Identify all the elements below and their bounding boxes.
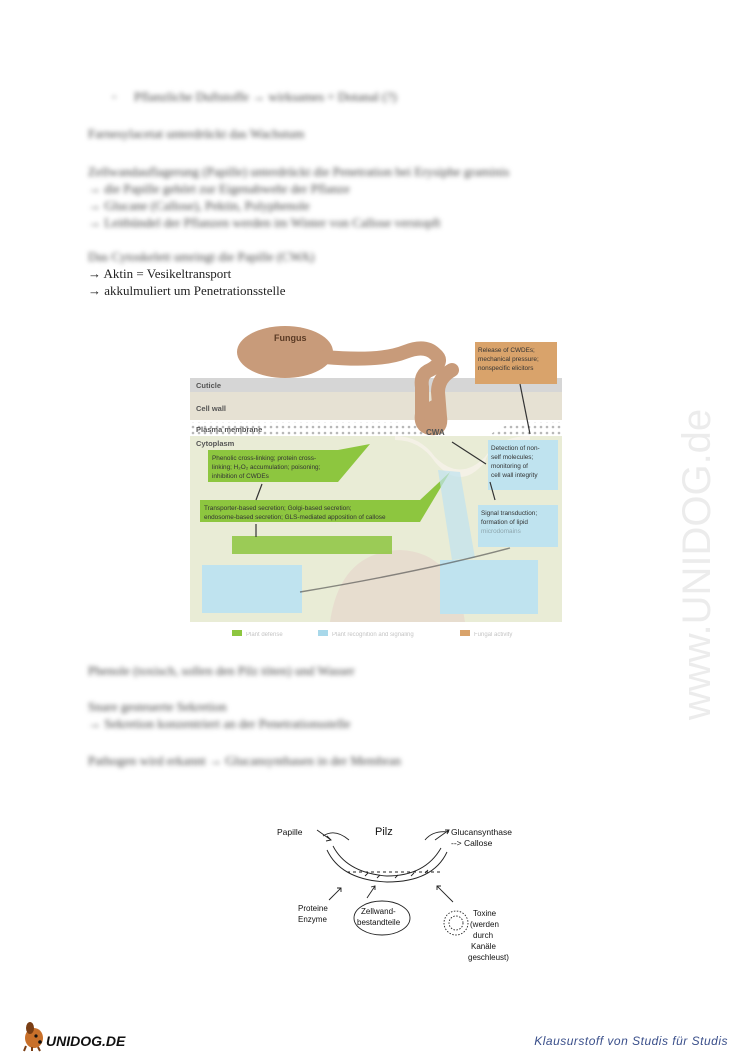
logo-text: UNIDOG.DE xyxy=(46,1033,126,1049)
toxine-line-3: durch xyxy=(473,931,494,940)
phenolic-line-2: linking; H₂O₂ accumulation; poisoning; xyxy=(212,464,321,471)
dog-icon xyxy=(24,1022,43,1051)
zellwand-label-1: Zellwand- xyxy=(361,907,396,916)
legend-plant-defense: Plant defense xyxy=(246,632,283,638)
toxine-line-5: geschleust) xyxy=(468,953,509,962)
legend-recognition: Plant recognition and signaling xyxy=(332,632,414,638)
papille-label: Papille xyxy=(277,827,303,837)
text-line-8: → Aktin = Vesikeltransport xyxy=(88,266,232,281)
cell-wall-apposition-figure xyxy=(190,322,562,644)
phenolic-line-1: Phenolic cross-linking; protein cross- xyxy=(212,455,317,462)
text-line-4: → die Papille gehört zur Eigenabwehr der Pflanze xyxy=(88,181,350,196)
watermark xyxy=(660,280,740,730)
text-line-12: → Sekretion konzentriert an der Penetrationsstelle xyxy=(88,716,351,731)
transporter-line-1: Transporter-based secretion; Golgi-based secretion; xyxy=(204,505,352,512)
cell-wall-layer xyxy=(190,392,562,420)
release-line-3: nonspecific elicitors xyxy=(478,365,534,372)
text-line-6: → Leitbündel der Pflanzen werden im Winter von Callose verstopft xyxy=(88,215,441,230)
toxine-line-4: Kanäle xyxy=(471,942,496,951)
signal-line-2: formation of lipid xyxy=(481,519,528,526)
cuticle-label: Cuticle xyxy=(196,381,222,390)
proteine-label: Proteine xyxy=(298,904,328,913)
bullet-dash: - xyxy=(112,88,117,103)
footer-tagline: Klausurstoff von Studis für Studis xyxy=(534,1034,728,1048)
text-line-7: Das Cytoskelett umringt die Papille (CWA) xyxy=(88,249,315,264)
detection-line-1: Detection of non- xyxy=(491,445,540,452)
text-line-9: → akkulmuliert um Penetrationsstelle xyxy=(88,283,286,298)
detection-line-2: self molecules; xyxy=(491,454,534,461)
text-line-13: Pathogen wird erkannt → Glucansynthasen in der Membran xyxy=(88,753,402,768)
glucansynthase-label: Glucansynthase xyxy=(451,827,512,837)
enzyme-label: Enzyme xyxy=(298,915,327,924)
plasma-membrane-label: Plasma membrane xyxy=(196,425,263,434)
toxine-line-1: Toxine xyxy=(473,909,497,918)
cwa-label: CWA xyxy=(426,428,445,437)
release-line-2: mechanical pressure; xyxy=(478,356,539,363)
detection-line-3: monitoring of xyxy=(491,463,528,470)
release-line-1: Release of CWDEs; xyxy=(478,347,535,354)
text-line-3: Zellwandauflagerung (Papille) unterdrückt die Penetration bei Erysiphe graminis xyxy=(88,164,510,179)
text-line-5: → Glucane (Callose), Pektin, Polyphenole xyxy=(88,198,310,213)
cell-wall-label: Cell wall xyxy=(196,404,227,413)
text-line-10: Phenole (toxisch, sollen den Pilz töten) und Wasser xyxy=(88,663,355,678)
text-line-2: Farnesylacetat unterdrückt das Wachstum xyxy=(88,126,305,141)
signal-line-1: Signal transduction; xyxy=(481,510,538,517)
text-line-11: Snare gesteuerte Sekretion xyxy=(88,699,227,714)
signal-line-3: microdomains xyxy=(481,528,521,535)
fungus-label: Fungus xyxy=(274,333,307,343)
transporter-line-2: endosome-based secretion; GLS-mediated apposition of callose xyxy=(204,514,386,521)
legend-fungal: Fungal activity xyxy=(474,632,513,638)
zellwand-label-2: bestandteile xyxy=(357,918,401,927)
phenolic-line-3: inhibition of CWDEs xyxy=(212,473,269,480)
toxine-line-2: (werden xyxy=(470,920,499,929)
cytoplasm-label: Cytoplasm xyxy=(196,439,235,448)
pilz-label: Pilz xyxy=(375,826,393,838)
watermark-text: www.UNIDOG.de xyxy=(675,408,719,720)
callose-label: --> Callose xyxy=(451,838,493,848)
detection-line-4: cell wall integrity xyxy=(491,472,538,479)
text-line-1: Pflanzliche Duftstoffe → wirksames = Dotanal (?) xyxy=(134,89,397,104)
papille-sketch-figure xyxy=(265,818,535,968)
unidog-logo xyxy=(20,1016,160,1057)
